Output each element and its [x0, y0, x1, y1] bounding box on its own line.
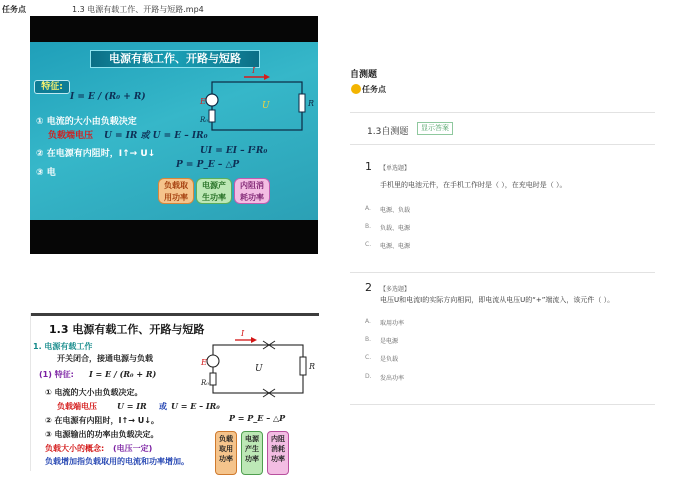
video-slide-frame [30, 42, 318, 220]
circuit-diagram [201, 329, 316, 403]
circuit-load-label: R [309, 362, 316, 371]
section-heading: 1. 电源有载工作 [33, 342, 93, 351]
option-d[interactable]: 发出功率 [380, 375, 405, 382]
option-letter: D. [365, 373, 372, 380]
task-point-icon [351, 84, 361, 94]
show-answer-button[interactable]: 显示答案 [417, 122, 453, 135]
terminal-voltage-formula: U = IR 或 U = E – IR₀ [104, 131, 208, 141]
option-letter: B. [365, 336, 372, 343]
slide-line-1: ① 电流的大小由负载决定 [36, 117, 137, 127]
option-c[interactable]: 是负载 [380, 356, 399, 363]
question-type: 【单选题】 [380, 165, 411, 172]
slide-heading: 1.3 电源有载工作、开路与短路 [49, 323, 205, 336]
source-power-pill: 电源产 生功率 [196, 178, 232, 204]
slide-line: ③ 电源输出的功率由负载决定。 [45, 430, 159, 439]
circuit-current-label: I [252, 66, 256, 75]
slide-line-2: ② 在电源有内阻时，I↑→ U↓ [36, 149, 156, 159]
power-balance-formula: P = P_E – △P [229, 413, 286, 423]
feature-label: (1) 特征: [39, 370, 74, 379]
circuit-voltage-label: U [262, 101, 270, 111]
option-letter: A. [365, 318, 371, 325]
internal-loss-pill: 内阻 消耗 功率 [267, 431, 289, 475]
option-letter: B. [365, 223, 372, 230]
terminal-voltage-formula-alt: U = E – IR₀ [171, 401, 220, 411]
slide-title: 电源有载工作、开路与短路 [90, 50, 260, 68]
circuit-current-label: I [241, 329, 245, 338]
circuit-r0-label: R₀ [200, 116, 209, 124]
slide-top-border [31, 313, 319, 316]
power-balance-formula: P = P_E – △P [176, 160, 240, 170]
current-formula: I = E / (R₀ + R) [89, 369, 157, 379]
circuit-r0-label: R₀ [201, 379, 210, 387]
option-a[interactable]: 电源、负载 [380, 207, 411, 214]
lecture-slide [30, 313, 318, 471]
option-letter: A. [365, 205, 371, 212]
question-number: 1 [365, 160, 372, 173]
option-c[interactable]: 电源、电源 [380, 243, 411, 250]
terminal-voltage-formula: U = IR [117, 401, 147, 411]
load-concept-label: 负载大小的概念: [45, 444, 105, 453]
question-number: 2 [365, 281, 372, 294]
video-filename[interactable]: 1.3 电源有载工作、开路与短路.mp4 [72, 5, 204, 14]
terminal-voltage-label: 负载端电压 [48, 131, 94, 141]
load-concept-note: (电压一定) [113, 444, 153, 453]
circuit-emf-label: E [200, 97, 206, 106]
slide-line: 负载增加指负载取用的电流和功率增加。 [45, 457, 189, 466]
load-power-pill: 负载取 用功率 [158, 178, 194, 204]
circuit-load-label: R [308, 99, 315, 108]
power-formula: UI = EI – I²R₀ [200, 146, 268, 156]
option-b[interactable]: 是电源 [380, 338, 399, 345]
option-letter: C. [365, 354, 372, 361]
question-type: 【多选题】 [380, 286, 411, 293]
internal-loss-pill: 内阻消 耗功率 [234, 178, 270, 204]
slide-line: ② 在电源有内阻时，I↑→ U↓。 [45, 416, 159, 425]
divider [350, 144, 655, 145]
section-title: 1.3自测题 [367, 127, 409, 137]
circuit-emf-label: E [201, 358, 207, 367]
feature-label: 特征: [34, 80, 70, 94]
slide-line: 开关闭合，接通电源与负载 [57, 354, 153, 363]
option-b[interactable]: 负载、电源 [380, 225, 411, 232]
option-letter: C. [365, 241, 372, 248]
quiz-title: 自测题 [350, 70, 378, 80]
divider [350, 404, 655, 405]
circuit-diagram [200, 66, 315, 140]
divider [350, 112, 655, 113]
option-a[interactable]: 取用功率 [380, 320, 405, 327]
task-point-label: 任务点 [362, 85, 386, 94]
question-stem: 手机里的电池元件，在手机工作时是（ ），在充电时是（ ）。 [380, 181, 567, 189]
load-power-pill: 负载 取用 功率 [215, 431, 237, 475]
slide-line: ① 电流的大小由负载决定。 [45, 388, 143, 397]
question-stem: 电压U和电流I的实际方向相同，即电流从电压U的“+”端流入，该元件（ ）。 [380, 296, 615, 304]
circuit-voltage-label: U [255, 364, 263, 374]
or-text: 或 [159, 402, 167, 411]
source-power-pill: 电源 产生 功率 [241, 431, 263, 475]
terminal-voltage-label: 负载端电压 [57, 402, 97, 411]
divider [350, 272, 655, 273]
current-formula: I = E / (R₀ + R) [70, 92, 146, 102]
slide-line-3: ③ 电 [36, 168, 56, 178]
task-point-tag: 任务点 [2, 5, 26, 14]
